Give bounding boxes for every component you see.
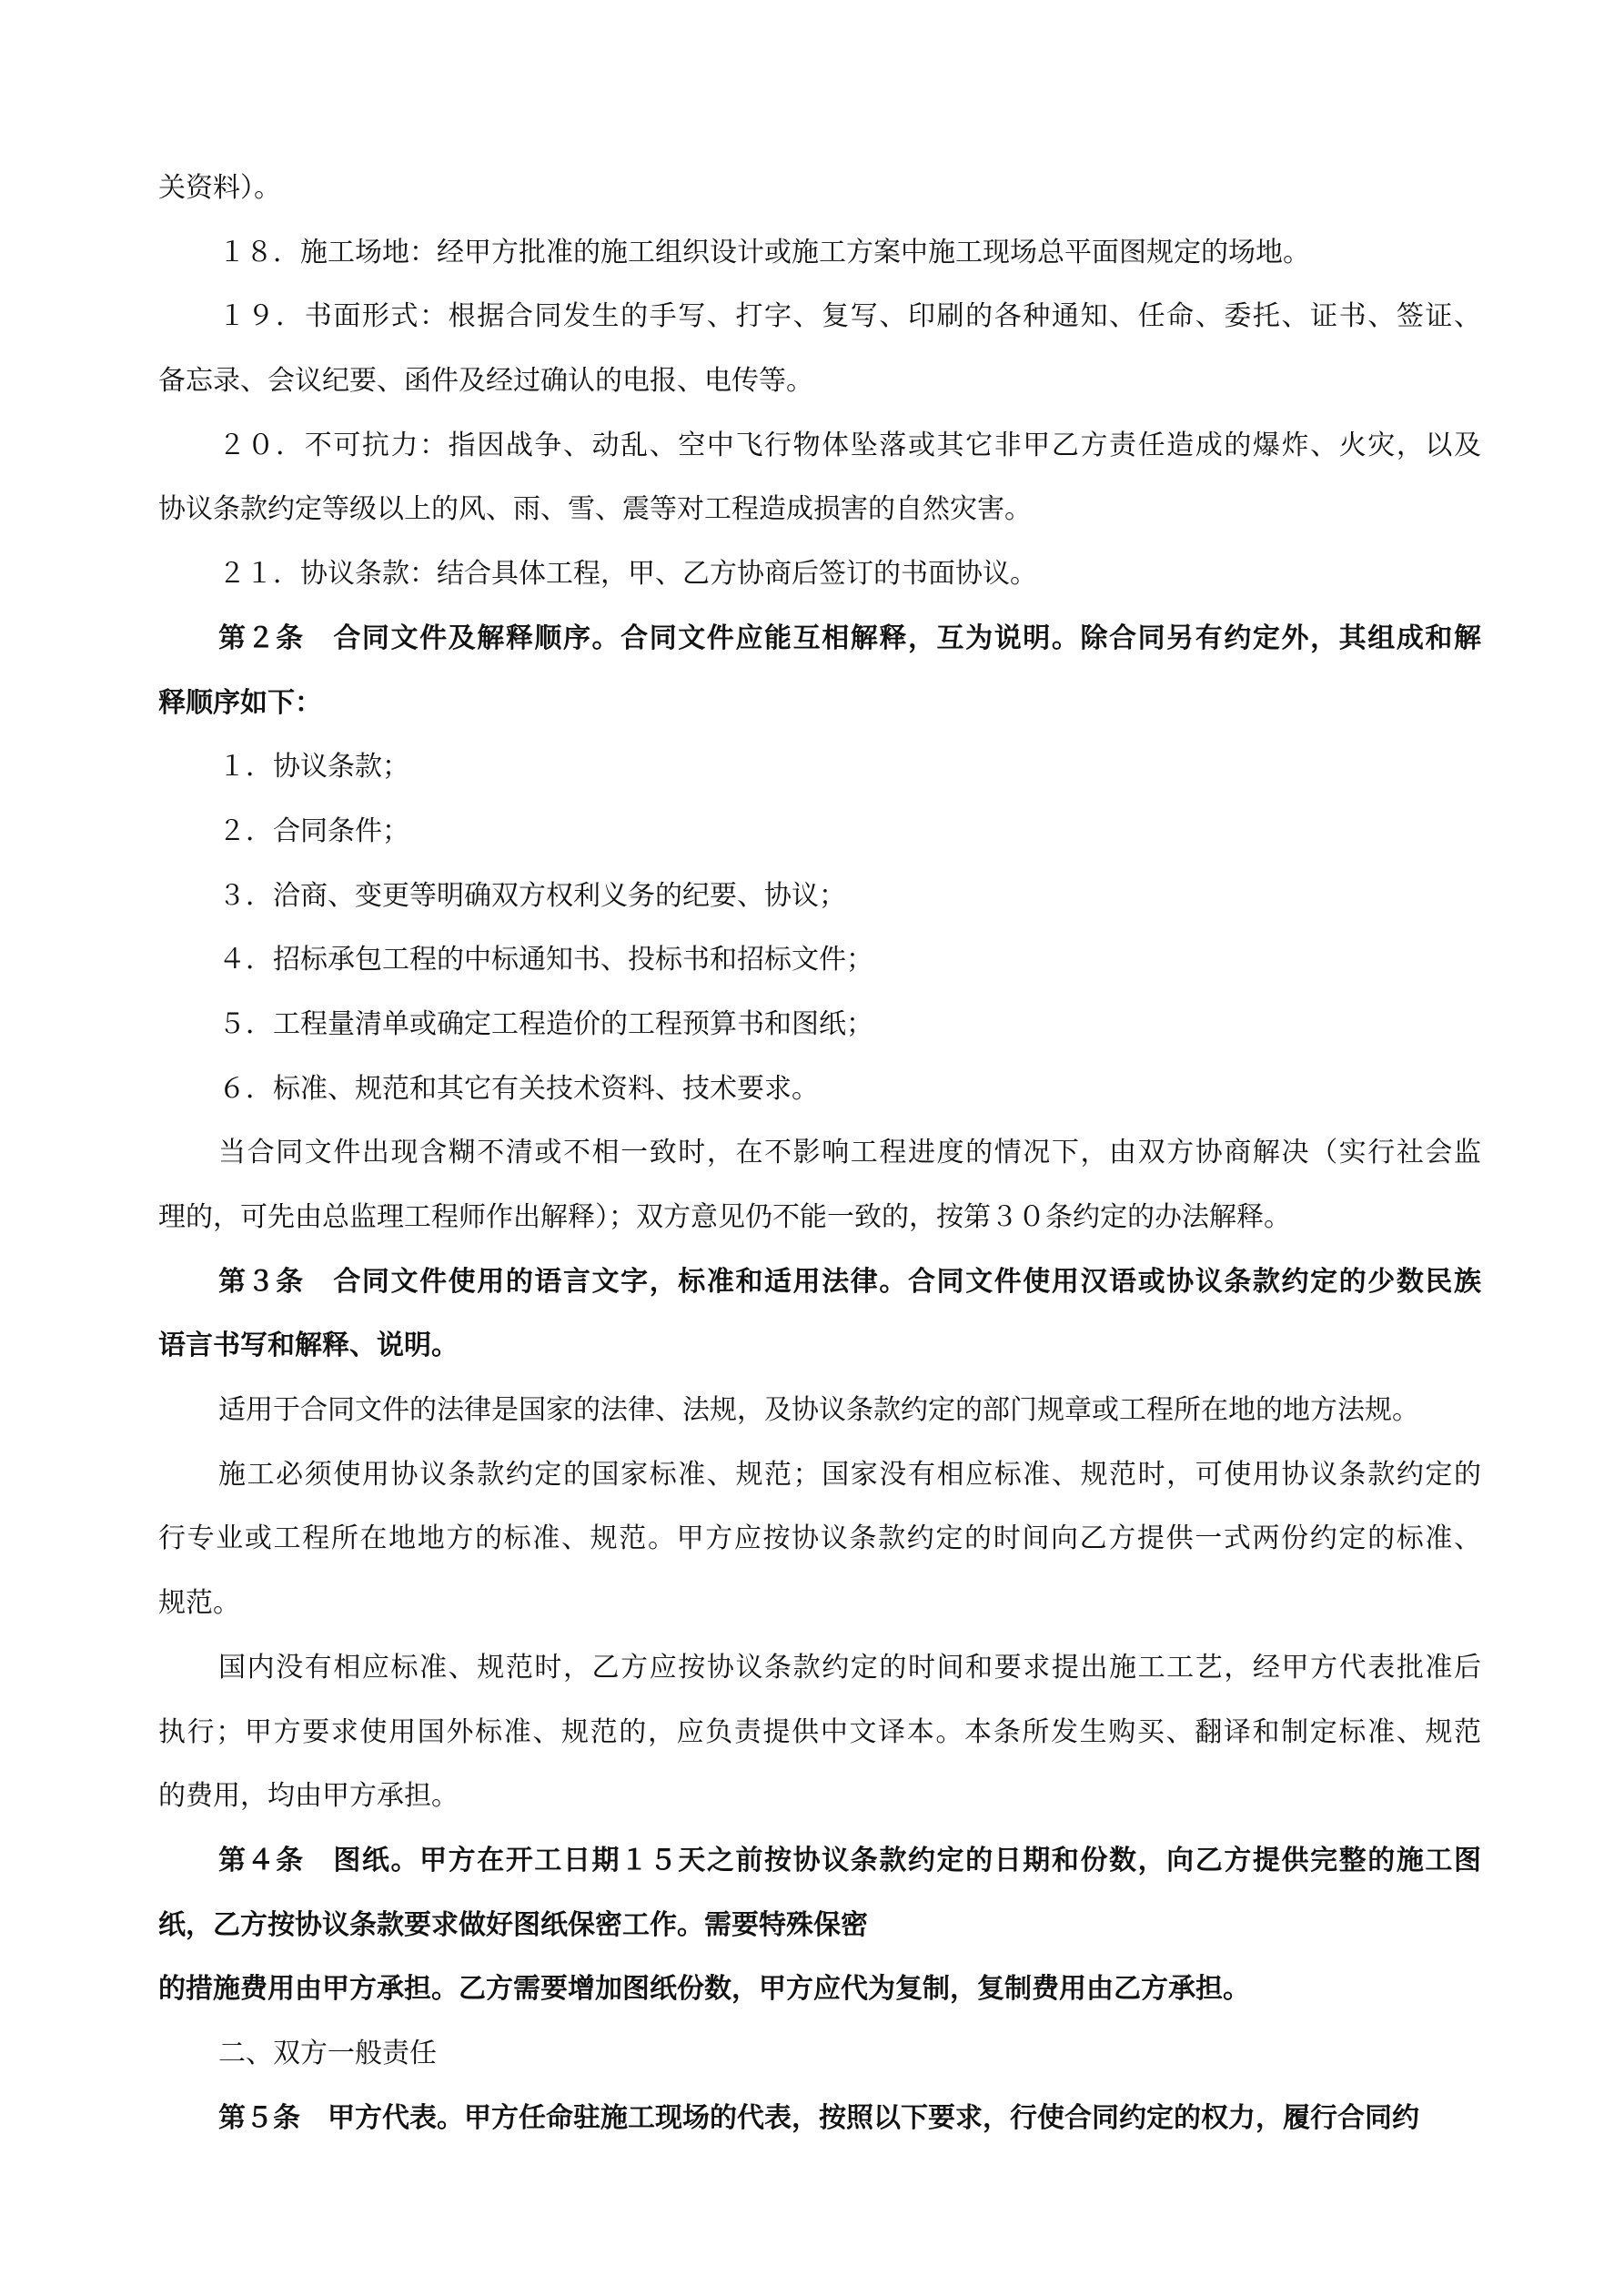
text-line: １．协议条款； xyxy=(218,751,409,784)
text-line: 执行；甲方要求使用国外标准、规范的，应负责提供中文译本。本条所发生购买、翻译和制定标准、规范 xyxy=(158,1715,1481,1748)
text-line: ２１．协议条款：结合具体工程，甲、乙方协商后签订的书面协议。 xyxy=(218,558,1037,591)
text-line: ２０．不可抗力：指因战争、动乱、空中飞行物体坠落或其它非甲乙方责任造成的爆炸、火灾，以及 xyxy=(218,429,1481,461)
text-line: ４．招标承包工程的中标通知书、投标书和招标文件； xyxy=(218,944,873,976)
text-line: 第３条 合同文件使用的语言文字，标准和适用法律。合同文件使用汉语或协议条款约定的少数民族 xyxy=(218,1265,1481,1298)
paragraph xyxy=(158,1636,1481,1829)
article-heading-paragraph xyxy=(158,1250,1481,1379)
paragraph xyxy=(158,414,1481,542)
text-line: 二、双方一般责任 xyxy=(218,2037,437,2069)
paragraph xyxy=(158,285,1481,413)
text-line: 释顺序如下： xyxy=(158,686,322,719)
text-line: 第４条 图纸。甲方在开工日期１５天之前按协议条款约定的日期和份数，向乙方提供完整的施工图 xyxy=(218,1844,1481,1876)
text-line: １８．施工场地：经甲方批准的施工组织设计或施工方案中施工现场总平面图规定的场地。 xyxy=(218,236,1310,268)
text-line: 第５条 甲方代表。甲方任命驻施工现场的代表，按照以下要求，行使合同约定的权力，履行合同约 xyxy=(218,2101,1419,2134)
paragraph xyxy=(158,928,1481,993)
text-line: ２．合同条件； xyxy=(218,814,409,847)
text-line: 关资料）。 xyxy=(158,172,281,204)
article-heading-paragraph xyxy=(158,1957,1481,2022)
paragraph xyxy=(158,1379,1481,1443)
paragraph xyxy=(158,735,1481,800)
article-heading-paragraph xyxy=(158,1829,1481,1957)
paragraph xyxy=(158,542,1481,607)
paragraph xyxy=(158,221,1481,286)
text-line: 施工必须使用协议条款约定的国家标准、规范；国家没有相应标准、规范时，可使用协议条款约定的 xyxy=(218,1458,1481,1491)
text-line: 理的，可先由总监理工程师作出解释）；双方意见仍不能一致的，按第３０条约定的办法解释。 xyxy=(158,1201,1291,1233)
text-line: 第２条 合同文件及解释顺序。合同文件应能互相解释，互为说明。除合同另有约定外，其组成和解 xyxy=(218,622,1481,654)
text-line: 备忘录、会议纪要、函件及经过确认的电报、电传等。 xyxy=(158,365,813,398)
paragraph xyxy=(158,1057,1481,1122)
text-line: 适用于合同文件的法律是国家的法律、法规，及协议条款约定的部门规章或工程所在地的地方法规。 xyxy=(218,1394,1419,1427)
document-body xyxy=(158,157,1481,2150)
paragraph xyxy=(158,800,1481,865)
text-line: 国内没有相应标准、规范时，乙方应按协议条款约定的时间和要求提出施工工艺，经甲方代表批准后 xyxy=(218,1651,1481,1684)
text-line: ３．洽商、变更等明确双方权利义务的纪要、协议； xyxy=(218,879,846,912)
text-line: ６．标准、规范和其它有关技术资料、技术要求。 xyxy=(218,1072,819,1105)
text-line: １９．书面形式：根据合同发生的手写、打字、复写、印刷的各种通知、任命、委托、证书、签证、 xyxy=(218,300,1481,333)
text-line: ５．工程量清单或确定工程造价的工程预算书和图纸； xyxy=(218,1007,873,1040)
text-line: 行专业或工程所在地地方的标准、规范。甲方应按协议条款约定的时间向乙方提供一式两份约定的标准、 xyxy=(158,1522,1481,1555)
text-line: 协议条款约定等级以上的风、雨、雪、震等对工程造成损害的自然灾害。 xyxy=(158,493,1032,526)
text-line: 当合同文件出现含糊不清或不相一致时，在不影响工程进度的情况下，由双方协商解决（实行社会监 xyxy=(218,1137,1481,1169)
paragraph xyxy=(158,865,1481,929)
text-line: 规范。 xyxy=(158,1587,240,1620)
paragraph xyxy=(158,993,1481,1057)
text-line: 的费用，均由甲方承担。 xyxy=(158,1780,459,1813)
text-line: 纸，乙方按协议条款要求做好图纸保密工作。需要特殊保密 xyxy=(158,1908,868,1941)
paragraph xyxy=(158,2022,1481,2087)
article-heading-paragraph xyxy=(158,607,1481,735)
paragraph xyxy=(158,157,1481,221)
text-line: 的措施费用由甲方承担。乙方需要增加图纸份数，甲方应代为复制，复制费用由乙方承担。 xyxy=(158,1973,1250,2006)
paragraph xyxy=(158,1443,1481,1636)
paragraph xyxy=(158,1121,1481,1249)
article-heading-paragraph xyxy=(158,2087,1481,2151)
text-line: 语言书写和解释、说明。 xyxy=(158,1330,459,1362)
